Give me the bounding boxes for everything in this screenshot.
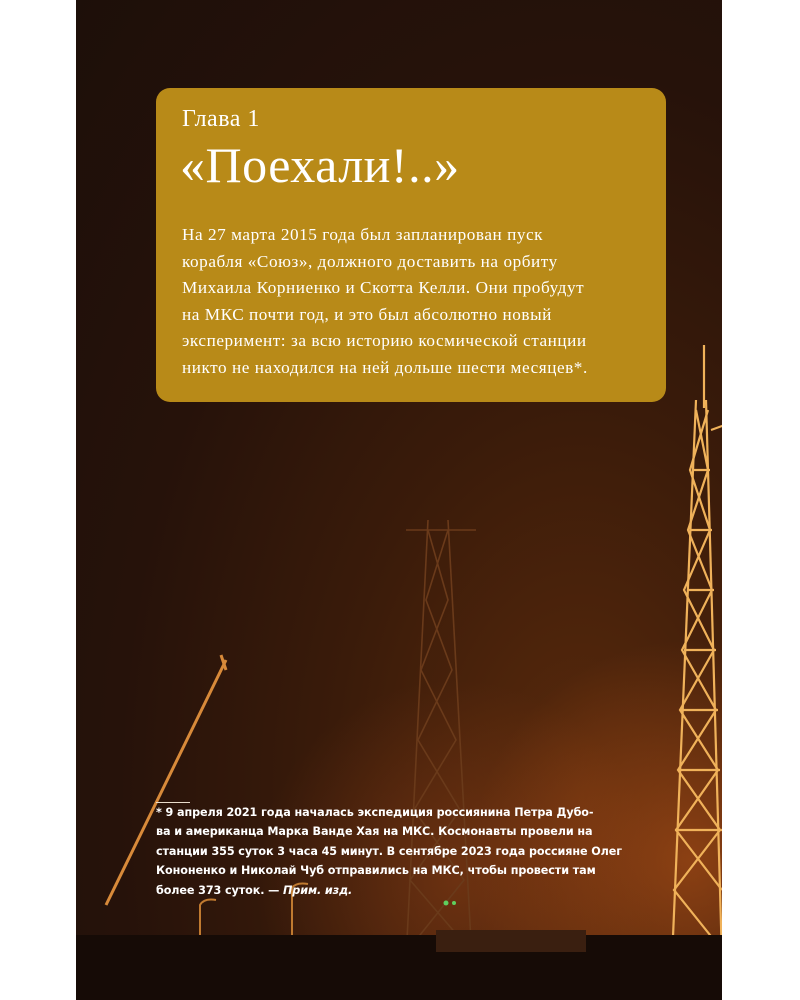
- intro-line: Михаила Корниенко и Скотта Келли. Они пробудут: [182, 278, 585, 298]
- intro-line: корабля «Союз», должного доставить на орбиту: [182, 251, 558, 271]
- intro-line: на МКС почти год, и это был абсолютно новый: [182, 304, 552, 324]
- footnote-line: Кононенко и Николай Чуб отправились на МКС, чтобы провести там: [156, 864, 596, 878]
- footnote-last-line: [156, 881, 634, 900]
- intro-line: На 27 марта 2015 года был запланирован пуск: [182, 225, 544, 244]
- footnote-line-text: более 373 суток. —: [156, 883, 284, 897]
- footnote-line: * 9 апреля 2021 года началась экспедиция россиянина Петра Дубо-: [156, 806, 594, 819]
- photo-page: [76, 0, 722, 1000]
- footnote-line: ва и американца Марка Ванде Хая на МКС. Космонавты провели на: [156, 825, 593, 839]
- intro-line: эксперимент: за всю историю космической станции: [182, 331, 587, 351]
- chapter-intro-text: [182, 222, 662, 382]
- intro-line: никто не находился на ней дольше шести месяцев*.: [182, 357, 588, 377]
- footnote-credit: Прим. изд.: [283, 883, 353, 897]
- footnote: [156, 803, 634, 900]
- footnote-line: станции 355 суток 3 часа 45 минут. В сентябре 2023 года россияне Олег: [156, 844, 622, 858]
- chapter-label: Глава 1: [182, 106, 260, 132]
- chapter-title: «Поехали!..»: [180, 137, 460, 193]
